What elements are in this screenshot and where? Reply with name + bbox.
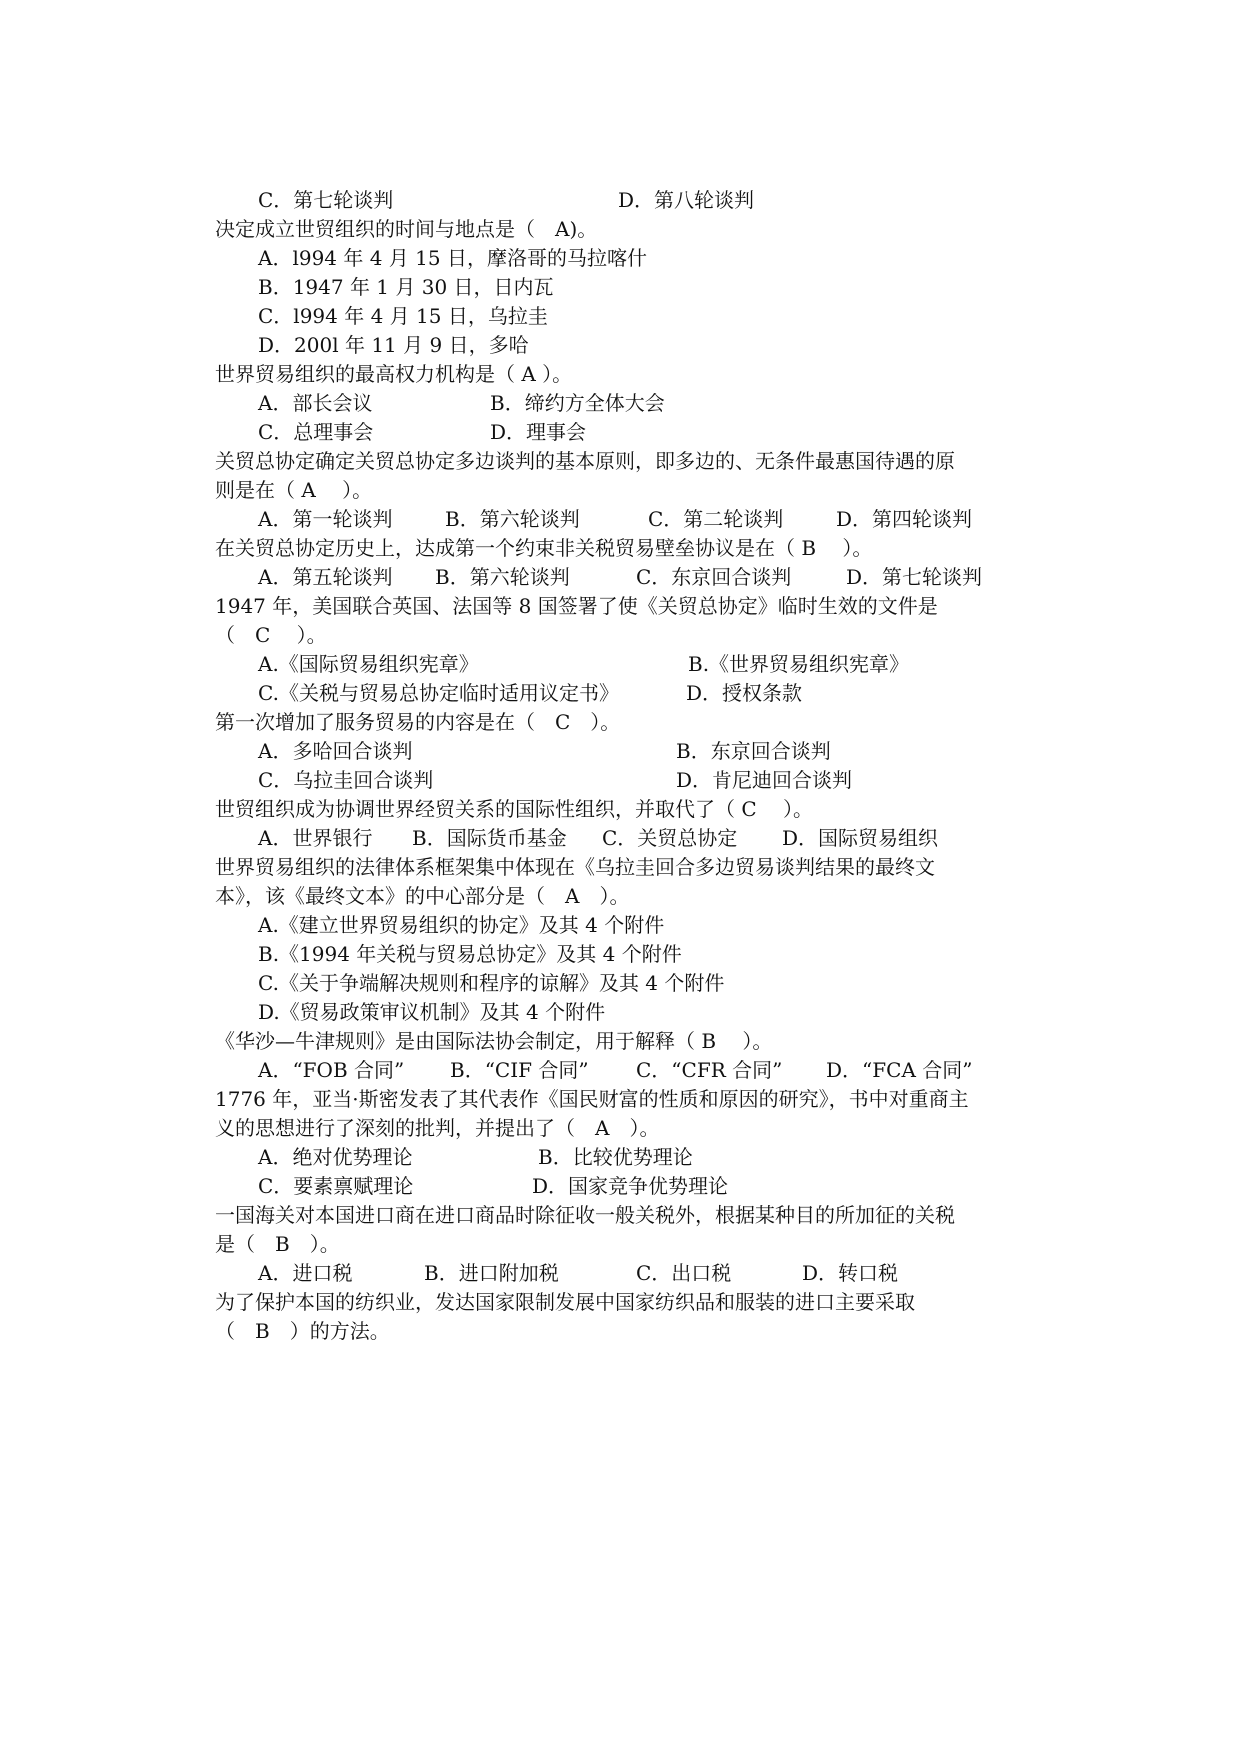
option-c: C．出口税 [636,1261,732,1285]
question-text: 关贸总协定确定关贸总协定多边谈判的基本原则，即多边的、无条件最惠国待遇的原 [215,449,955,473]
option-b: B．比较优势理论 [538,1145,693,1169]
option-d: D．理事会 [490,420,587,444]
option-d: D．肯尼迪回合谈判 [676,768,853,792]
option-d: D．“FCA 合同” [826,1058,973,1082]
question-text-cont: 义的思想进行了深刻的批判，并提出了（ A ）。 [215,1116,660,1140]
option-b: B．第六轮谈判 [435,565,570,589]
option-c: C.《关税与贸易总协定临时适用议定书》 [258,681,619,705]
option-c: C．“CFR 合同” [636,1058,783,1082]
option-d: D．200l 年 11 月 9 日，多哈 [258,333,529,357]
question-text-cont: （ B ）的方法。 [215,1319,390,1343]
question-text: 世界贸易组织的法律体系框架集中体现在《乌拉圭回合多边贸易谈判结果的最终文 [215,855,935,879]
option-c: C．乌拉圭回合谈判 [258,768,434,792]
option-d: D.《贸易政策审议机制》及其 4 个附件 [258,1000,606,1024]
option-c: C．关贸总协定 [602,826,738,850]
option-a: A.《建立世界贸易组织的协定》及其 4 个附件 [258,913,665,937]
option-a: A．多哈回合谈判 [258,739,413,763]
question-text: 1776 年，亚当·斯密发表了其代表作《国民财富的性质和原因的研究》，书中对重商主 [215,1087,969,1111]
option-a: A．进口税 [258,1261,353,1285]
option-c: C．要素禀赋理论 [258,1174,414,1198]
question-text-cont: 则是在（ A ）。 [215,478,373,502]
question-text: 世贸组织成为协调世界经贸关系的国际性组织，并取代了（ C ）。 [215,797,814,821]
option-b: B．第六轮谈判 [445,507,580,531]
question-text-cont: 本》，该《最终文本》的中心部分是（ A ）。 [215,884,630,908]
option-a: A．世界银行 [258,826,373,850]
option-b: B．“CIF 合同” [450,1058,589,1082]
question-text: 世界贸易组织的最高权力机构是（ A ）。 [215,362,573,386]
option-b: B．1947 年 1 月 30 日，日内瓦 [258,275,554,299]
option-b: B．东京回合谈判 [676,739,831,763]
question-text-cont: （ C ）。 [215,623,327,647]
option-a: A．部长会议 [258,391,373,415]
option-b: B．进口附加税 [424,1261,559,1285]
option-b: B．国际货币基金 [412,826,567,850]
option-a: A.《国际贸易组织宪章》 [258,652,479,676]
question-text: 1947 年，美国联合英国、法国等 8 国签署了使《关贸总协定》临时生效的文件是 [215,594,938,618]
option-d: D．转口税 [802,1261,899,1285]
question-text: 第一次增加了服务贸易的内容是在（ C ）。 [215,710,621,734]
option-d: D．国家竞争优势理论 [532,1174,729,1198]
option-d: D．第七轮谈判 [846,565,983,589]
option-c: C．l994 年 4 月 15 日，乌拉圭 [258,304,548,328]
option-d: D．第四轮谈判 [836,507,973,531]
option-c: C．东京回合谈判 [636,565,792,589]
option-d: D．授权条款 [686,681,803,705]
option-c: C．第二轮谈判 [648,507,784,531]
question-text: 在关贸总协定历史上，达成第一个约束非关税贸易壁垒协议是在（ B ）。 [215,536,873,560]
option-d: D．国际贸易组织 [782,826,939,850]
option-a: A．“FOB 合同” [258,1058,405,1082]
option-a: A．第一轮谈判 [258,507,393,531]
option-c: C.《关于争端解决规则和程序的谅解》及其 4 个附件 [258,971,725,995]
question-text: 决定成立世贸组织的时间与地点是（ A)。 [215,217,598,241]
option-a: A．l994 年 4 月 15 日，摩洛哥的马拉喀什 [258,246,647,270]
option-c: C．第七轮谈判 [258,188,394,212]
option-d: D．第八轮谈判 [618,188,755,212]
question-text-cont: 是（ B ）。 [215,1232,340,1256]
option-c: C．总理事会 [258,420,374,444]
option-a: A．第五轮谈判 [258,565,393,589]
option-a: A．绝对优势理论 [258,1145,413,1169]
option-b: B．缔约方全体大会 [490,391,665,415]
option-b: B.《1994 年关税与贸易总协定》及其 4 个附件 [258,942,682,966]
option-b: B.《世界贸易组织宪章》 [688,652,910,676]
question-text: 一国海关对本国进口商在进口商品时除征收一般关税外，根据某种目的所加征的关税 [215,1203,955,1227]
question-text: 为了保护本国的纺织业，发达国家限制发展中国家纺织品和服装的进口主要采取 [215,1290,915,1314]
question-text: 《华沙—牛津规则》是由国际法协会制定，用于解释（ B ）。 [215,1029,773,1053]
